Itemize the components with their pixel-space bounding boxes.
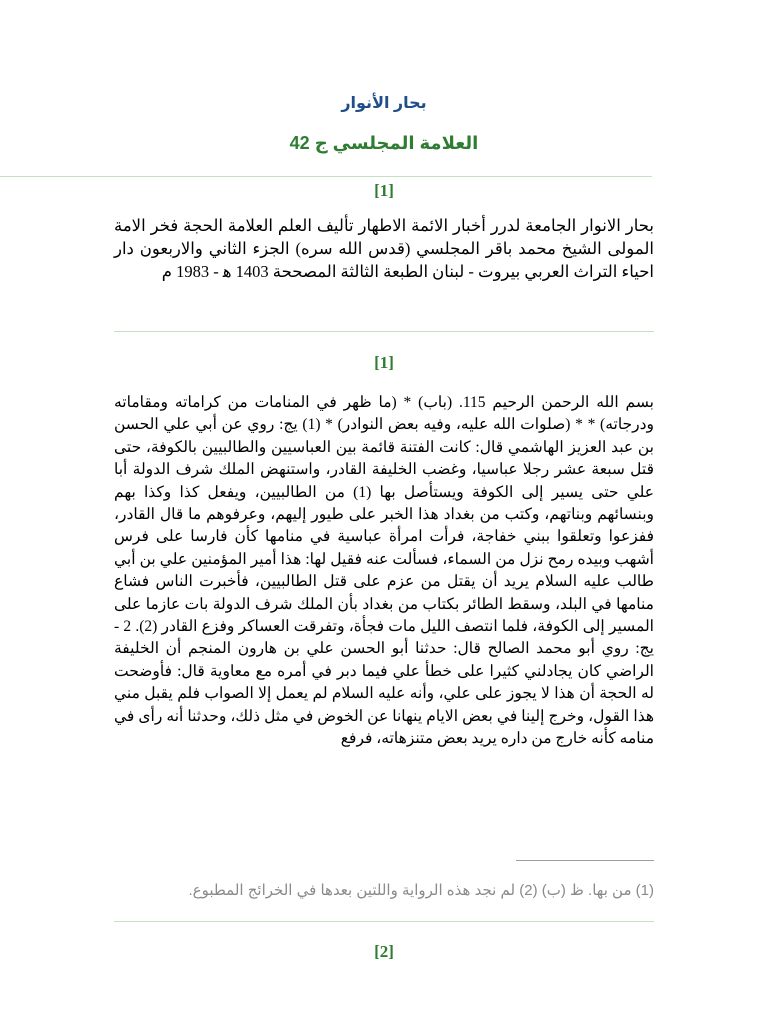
- footnote-rule: [516, 860, 654, 861]
- page-marker-2: [1]: [374, 353, 394, 372]
- divider-bottom: [114, 921, 654, 922]
- divider-middle: [114, 331, 654, 332]
- book-title: بحار الأنوار: [341, 95, 427, 112]
- divider-top: [0, 176, 652, 177]
- page-marker-3: [2]: [374, 942, 394, 961]
- body-paragraph: بسم الله الرحمن الرحيم 115. (باب) * (ما ظهر في المنامات من كراماته ومقاماته ودرجاته) * * (صلوات الله عليه، وفيه بعض النوادر) * (1) يج: روي عن أبي علي الحسن بن عبد العزيز الهاشمي قال: كانت الفتنة قائمة بين العباسيين والطالبيين بالكوفة، حتى قتل سبعة عشر رجلا عباسيا، وغضب الخليفة القادر، واستنهض الملك شرف الدولة أبا علي حتى يسير إلى الكوفة ويستأصل بها (1) من الطالبيين، ويفعل كذا وكذا بهم وبنسائهم وبناتهم، وكتب من بغداد هذا الخبر على طيور إليهم، وعرفوهم ما قال القادر، ففزعوا وتعلقوا ببني خفاجة، فرأت امرأة عباسية في منامها كأن فارسا على فرس أشهب وبيده رمح نزل من السماء، فسألت عنه فقيل لها: هذا أمير المؤمنين علي بن أبي طالب عليه السلام يريد أن يقتل من عزم على قتل الطالبيين، فأخبرت الناس فشاع منامها في البلد، وسقط الطائر بكتاب من بغداد بأن الملك شرف الدولة بات عازما على المسير إلى الكوفة، فلما انتصف الليل مات فجأة، وتفرقت العساكر وفزع القادر (2). 2 - يج: روي أبو محمد الصالح قال: حدثنا أبو الحسن علي بن هارون المنجم أن الخليفة الراضي كان يجادلني كثيرا على خطأ علي فيما دبر في أمره مع معاوية قال: فأوضحت له الحجة أن هذا لا يجوز على علي، وأنه عليه السلام لم يعمل إلا الصواب فلم يقبل مني هذا القول، وخرج إلينا في بعض الايام ينهانا عن الخوض في مثل ذلك، وحدثنا أنه رأى في منامه كأنه خارج من داره يريد بعض متنزهاته، فرفع: [114, 394, 654, 748]
- intro-paragraph: بحار الانوار الجامعة لدرر أخبار الائمة الاطهار تأليف العلم العلامة الحجة فخر الامة المولى الشيخ محمد باقر المجلسي (قدس الله سره) الجزء الثاني والاربعون دار احياء التراث العربي بيروت - لبنان الطبعة الثالثة المصححة 1403 ه‍ - 1983 م: [114, 216, 654, 281]
- volume-title: العلامة المجلسي ج 42: [289, 133, 479, 153]
- page-marker-1: [1]: [374, 181, 394, 200]
- footnote: (1) من بها. ظ (ب) (2) لم نجد هذه الرواية واللتين بعدها في الخرائج المطبوع.: [188, 882, 654, 899]
